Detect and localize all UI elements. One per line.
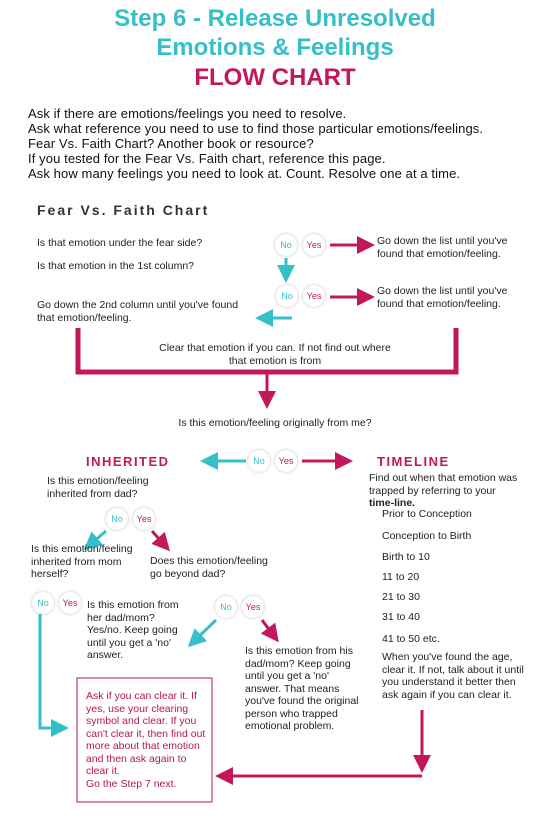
intro-line-2: Ask what reference you need to use to find those particular emotions/feelings. <box>28 121 484 136</box>
timeline-item: 31 to 40 <box>382 611 420 623</box>
yes-pill: Yes <box>275 450 297 472</box>
question-beyond-dad: Does this emotion/feeling go beyond dad? <box>150 555 268 580</box>
go-down-list-text-2: Go down the list until you've found that emotion/feeling. <box>377 285 508 310</box>
intro-line-4: If you tested for the Fear Vs. Faith chart, reference this page. <box>28 151 386 166</box>
go-down-2nd-column-text: Go down the 2nd column until you've found that emotion/feeling. <box>37 299 239 324</box>
yes-pill: Yes <box>59 592 81 614</box>
inherited-heading: INHERITED <box>86 454 170 469</box>
timeline-item: Birth to 10 <box>382 551 430 563</box>
final-clear-box-text: Ask if you can clear it. If yes, use your clearing symbol and clear. If you can't clear it, then find out more about that emotion and then ask again to clear it. Go the Step 7 next. <box>86 690 206 790</box>
title-line-1: Step 6 - Release Unresolved <box>114 5 436 32</box>
timeline-heading: TIMELINE <box>377 454 450 469</box>
timeline-intro-text: Find out when that emotion was trapped by referring to your <box>369 472 518 497</box>
timeline-intro-bold: time-line. <box>369 497 416 509</box>
yes-pill: Yes <box>303 285 325 307</box>
question-inherited-from-mom: Is this emotion/feeling inherited from mom herself? <box>31 543 133 580</box>
timeline-item: Conception to Birth <box>382 530 472 542</box>
question-her-parents: Is this emotion from her dad/mom? Yes/no. Keep going until you get a 'no' answer. <box>87 599 179 661</box>
question-fear-side: Is that emotion under the fear side? <box>37 237 203 249</box>
intro-line-5: Ask how many feelings you need to look at. Count. Resolve one at a time. <box>28 166 461 181</box>
no-pill: No <box>275 234 297 256</box>
question-originally-from-me: Is this emotion/feeling originally from me? <box>178 417 372 429</box>
intro-line-3: Fear Vs. Faith Chart? Another book or resource? <box>28 136 314 151</box>
timeline-item: Prior to Conception <box>382 508 472 520</box>
question-inherited-from-dad: Is this emotion/feeling inherited from dad? <box>47 475 149 500</box>
clear-emotion-text: Clear that emotion if you can. If not find out where that emotion is from <box>159 342 391 367</box>
question-first-column: Is that emotion in the 1st column? <box>37 260 195 272</box>
title-line-2: Emotions & Feelings <box>156 34 394 61</box>
title-flow-chart: FLOW CHART <box>194 64 356 91</box>
no-pill: No <box>248 450 270 472</box>
no-pill: No <box>106 508 128 530</box>
no-pill: No <box>276 285 298 307</box>
timeline-item: 11 to 20 <box>382 571 420 583</box>
yes-pill: Yes <box>133 508 155 530</box>
timeline-found-age-text: When you've found the age, clear it. If not, talk about it until you understand it better then ask again if you can clear it. <box>382 651 524 701</box>
question-his-parents: Is this emotion from his dad/mom? Keep going until you get a 'no' answer. That means you've found the original person who trapped emotional problem. <box>245 645 359 732</box>
timeline-intro <box>369 472 519 510</box>
yes-pill: Yes <box>242 596 264 618</box>
timeline-item: 41 to 50 etc. <box>382 633 440 645</box>
go-down-list-text-1: Go down the list until you've found that emotion/feeling. <box>377 235 508 260</box>
section-title: Fear Vs. Faith Chart <box>37 202 210 218</box>
no-pill: No <box>32 592 54 614</box>
yes-pill: Yes <box>303 234 325 256</box>
timeline-item: 21 to 30 <box>382 591 420 603</box>
intro-line-1: Ask if there are emotions/feelings you need to resolve. <box>28 106 347 121</box>
no-pill: No <box>215 596 237 618</box>
